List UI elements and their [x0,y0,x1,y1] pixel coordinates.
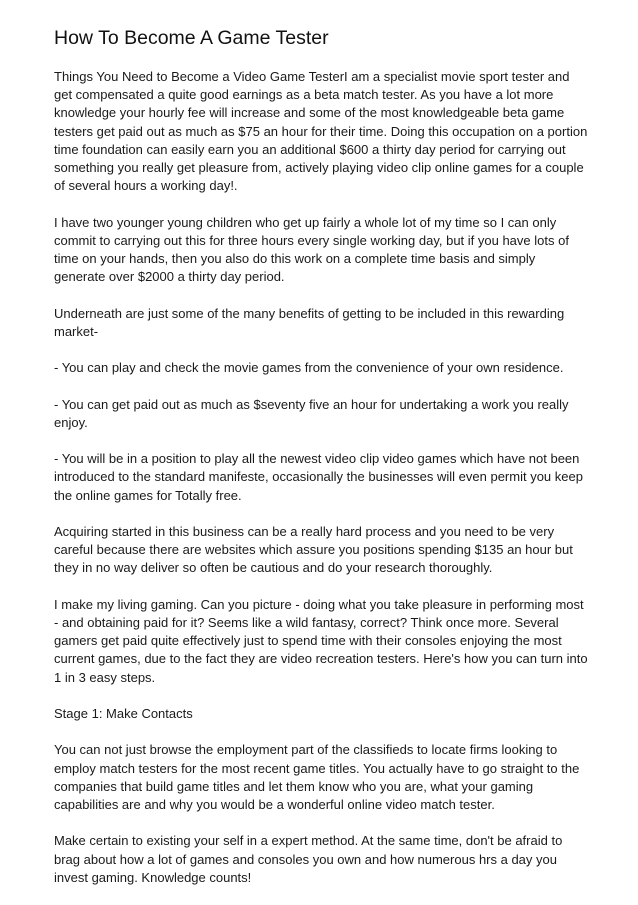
document-page [54,26,590,905]
page-title: How To Become A Game Tester [54,27,329,49]
paragraph-living-gaming: I make my living gaming. Can you picture - doing what you take pleasure in performing most - and obtaining paid for it? Seems like a wild fantasy, correct? Think once more. Several gamers get paid quite effectively just to spend time with their consoles enjoying the most current games, due to the fact they are video recreation testers. Here's how you can turn into 1 in 3 easy steps. [54,596,588,685]
paragraph-contacts: You can not just browse the employment part of the classifieds to locate firms looking to employ match testers for the most recent game titles. You actually have to go straight to the companies that build game titles and let them know who you are, what your gaming capabilities are and why you would be a wonderful online video match tester. [54,742,580,812]
paragraph-professional: Make certain to existing your self in a expert method. At the same time, don't be afraid to brag about how a lot of games and consoles you own and how numerous hrs a day you invest gaming. Knowledge counts! [54,833,563,885]
paragraph-benefits-intro: Underneath are just some of the many benefits of getting to be included in this rewarding market- [54,305,565,339]
paragraph-children: I have two younger young children who get up fairly a whole lot of my time so I can only commit to carrying out this for three hours every single working day, but if you have lots of time on your hands, then you also do this work on a complete time basis and simply generate over $2000 a thirty day period. [54,214,569,285]
paragraph-benefit-pay: - You can get paid out as much as $seventy five an hour for undertaking a work you really enjoy. [54,396,569,430]
paragraph-benefit-home: - You can play and check the movie games from the convenience of your own residence. [54,360,564,376]
stage-1-heading: Stage 1: Make Contacts [54,705,193,721]
paragraph-caution: Acquiring started in this business can be a really hard process and you need to be very careful because there are websites which assure you positions spending $135 an hour but they in no way deliver so often be cautious and do your research thoroughly. [54,523,573,576]
paragraph-benefit-new-games: - You will be in a position to play all the newest video clip video games which have not been introduced to the standard manifeste, occasionally the businesses will even permit you keep the online games for Totally free. [54,451,583,503]
paragraph-intro: Things You Need to Become a Video Game TesterI am a specialist movie sport tester and get compensated a quite good earnings as a beta match tester. As you have a lot more knowledge your hourly fee will increase and some of the most knowledgeable beta game testers get paid out as much as $75 an hour for their time. Doing this occupation on a portion time foundation can easily earn you an additional $600 a thirty day period for carrying out something you really get pleasure from, actively playing video clip online games for a couple of several hours a working day!. [54,69,588,194]
